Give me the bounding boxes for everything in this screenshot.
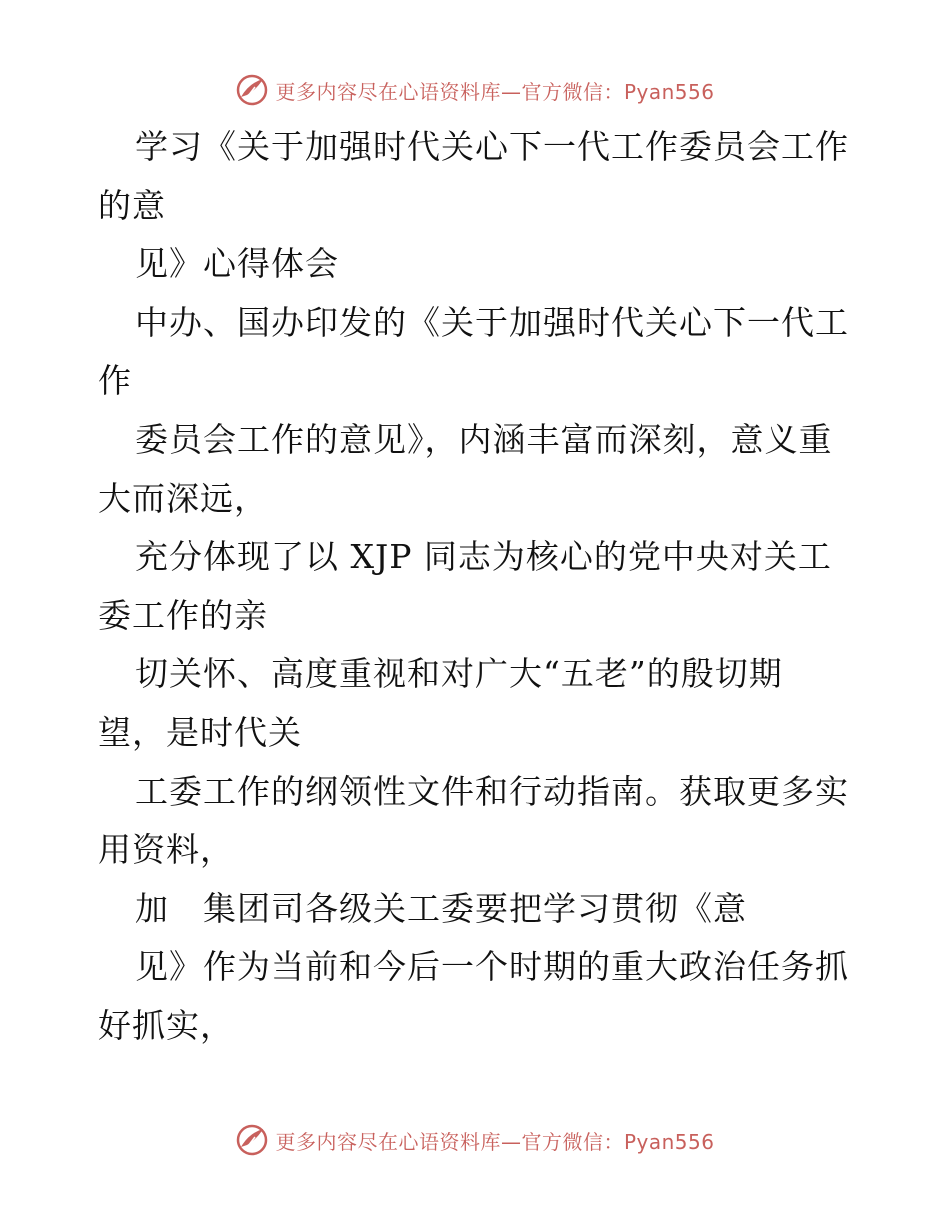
watermark-text: 更多内容尽在心语资料库—官方微信：Pyan556 xyxy=(275,1129,715,1154)
text-line: 见》心得体会 xyxy=(135,244,339,283)
quill-logo-icon xyxy=(235,73,269,107)
text-line: 学习《关于加强时代关心下一代工作委员会工作 xyxy=(135,127,849,166)
watermark-text: 更多内容尽在心语资料库—官方微信：Pyan556 xyxy=(275,79,715,104)
text-line: 委员会工作的意见》，内涵丰富而深刻，意义重 xyxy=(135,420,833,459)
text-line: 好抓实， xyxy=(98,1006,234,1045)
text-line: 作 xyxy=(98,361,132,400)
footer-watermark xyxy=(0,1118,950,1162)
text-line: 充分体现了以 XJP 同志为核心的党中央对关工 xyxy=(135,537,832,576)
text-line: 用资料， xyxy=(98,830,234,869)
text-line: 大而深远， xyxy=(98,479,268,518)
text-line: 的意 xyxy=(98,186,166,225)
text-line: 望，是时代关 xyxy=(98,713,302,752)
text-line: 切关怀、高度重视和对广大“五老”的殷切期 xyxy=(135,654,783,693)
header-watermark xyxy=(0,68,950,112)
text-line: 加 集团司各级关工委要把学习贯彻《意 xyxy=(135,889,747,928)
text-line: 委工作的亲 xyxy=(98,596,268,635)
quill-logo-icon xyxy=(235,1123,269,1157)
text-line: 见》作为当前和今后一个时期的重大政治任务抓 xyxy=(135,947,849,986)
text-line: 工委工作的纲领性文件和行动指南。获取更多实 xyxy=(135,772,849,811)
text-line: 中办、国办印发的《关于加强时代关心下一代工 xyxy=(135,303,849,342)
